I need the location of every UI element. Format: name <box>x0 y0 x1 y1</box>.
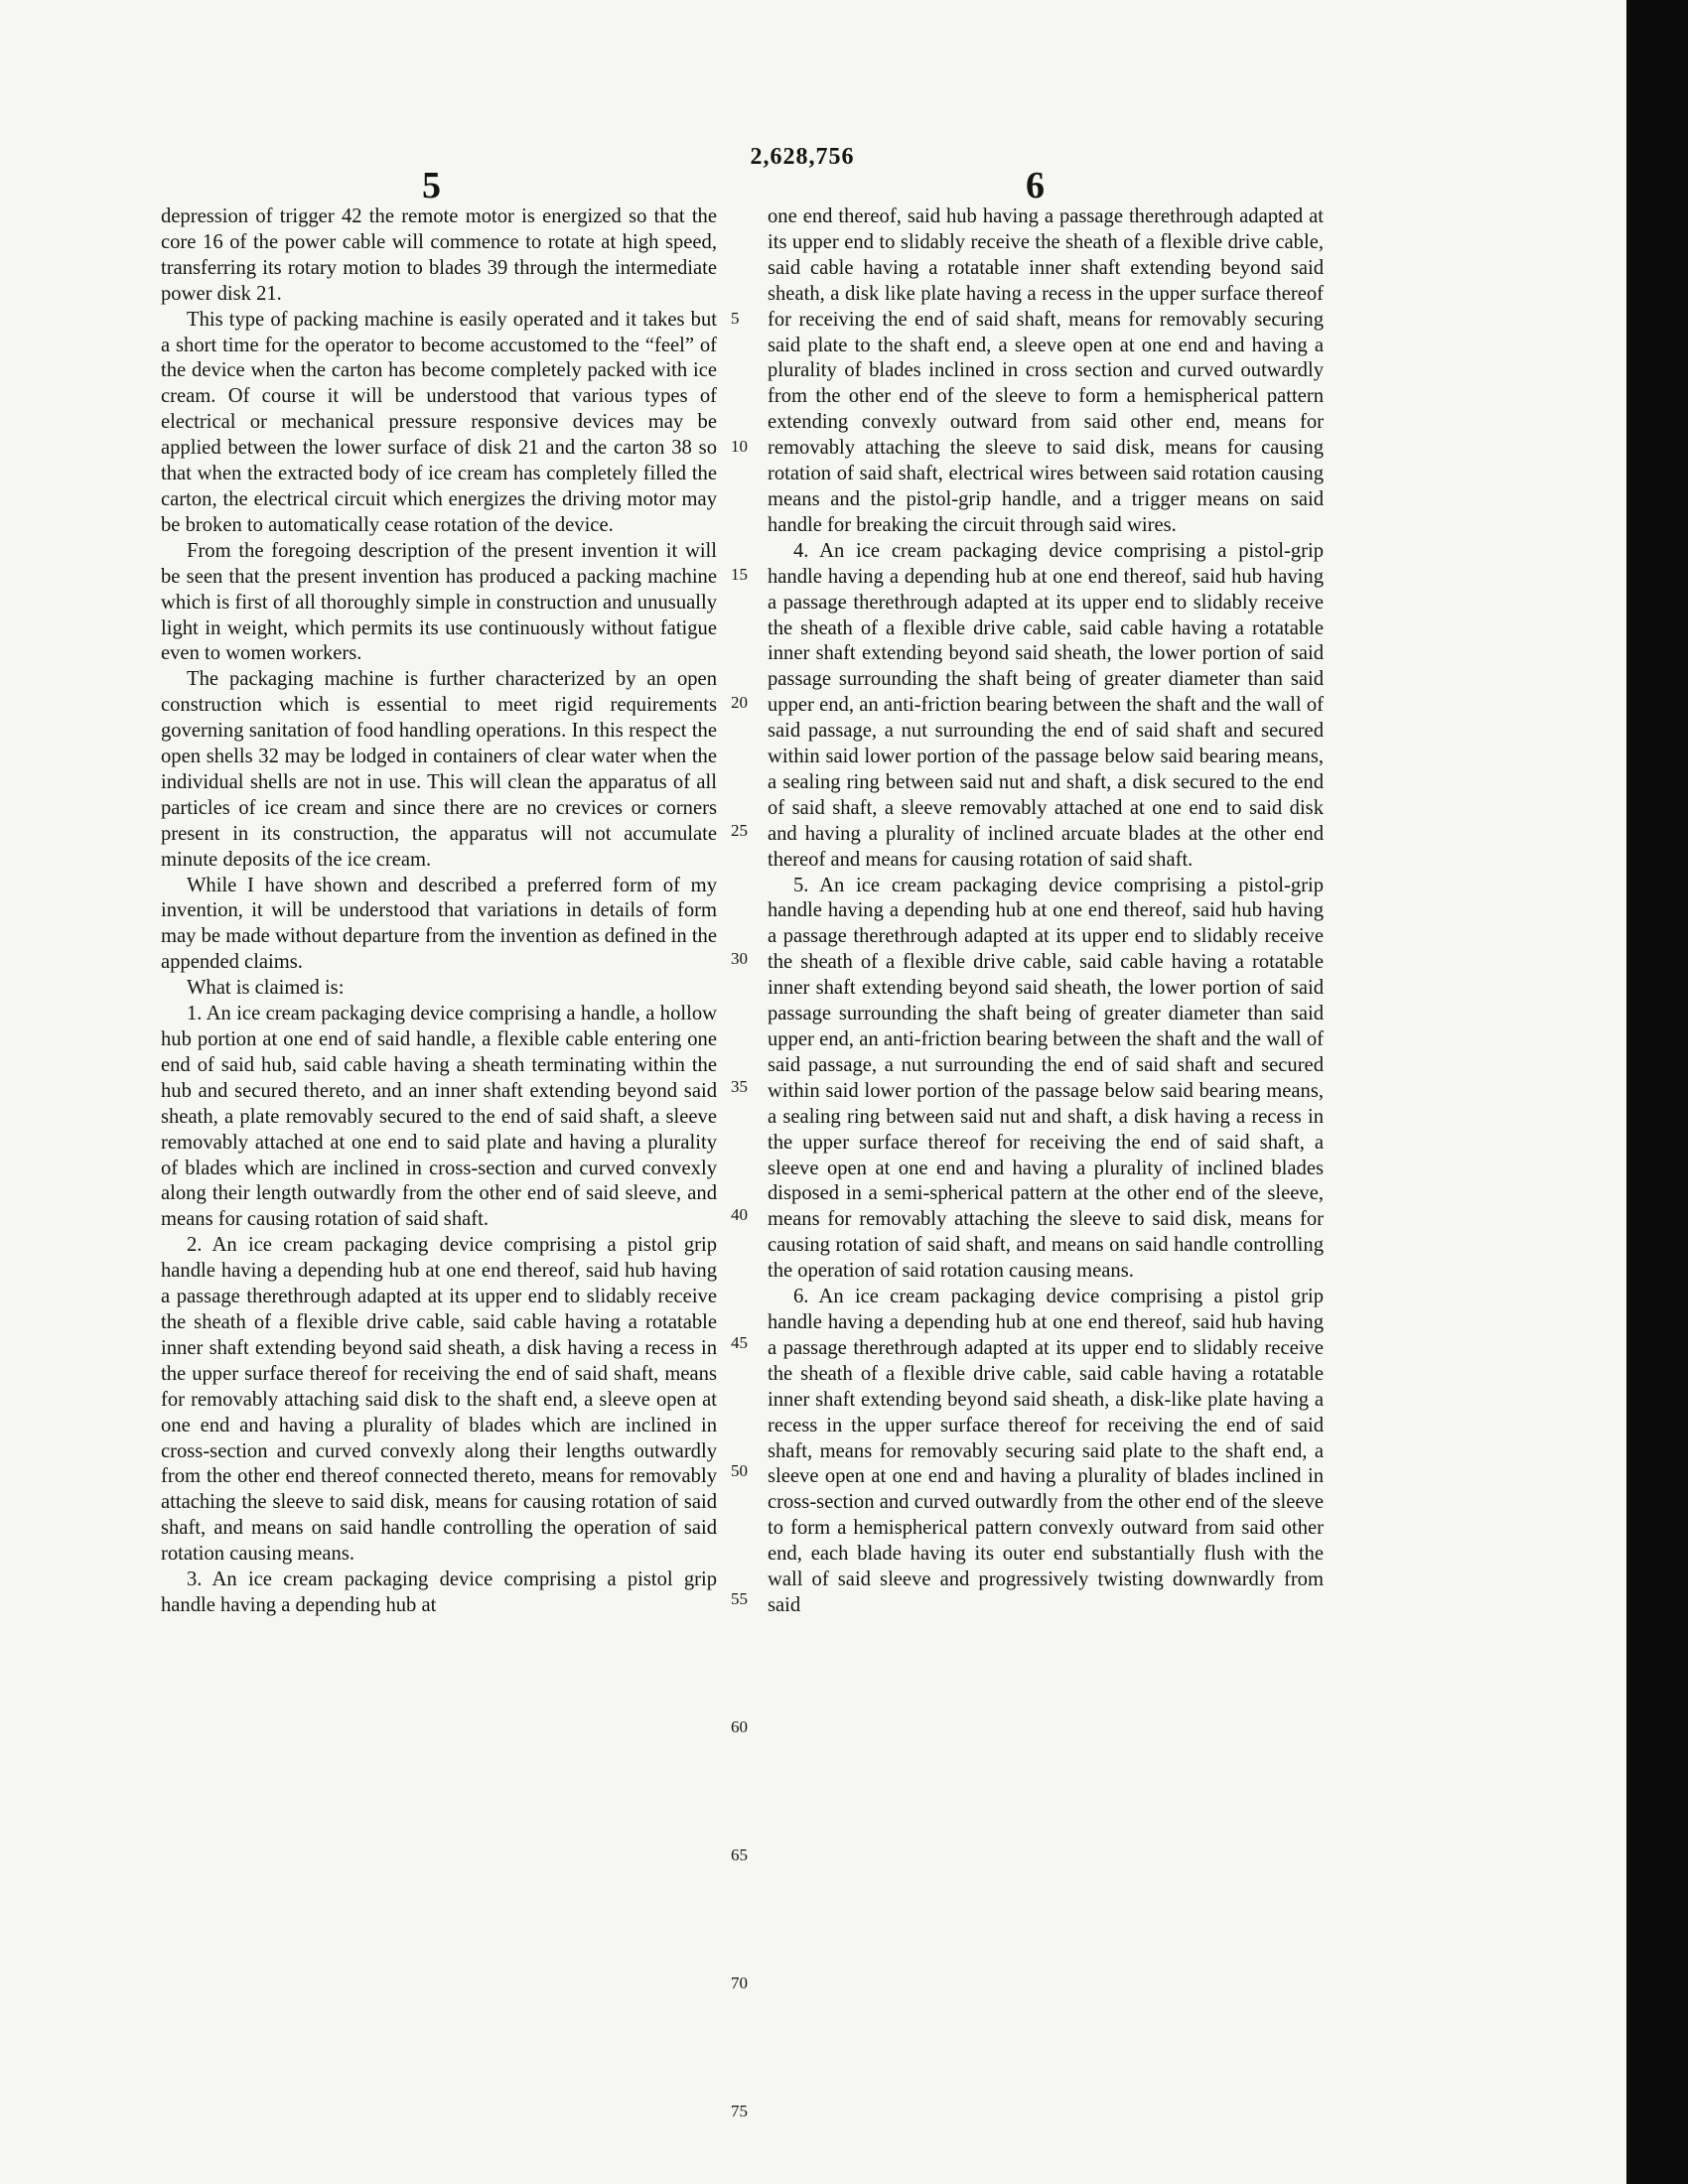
line-number-55: 55 <box>731 1589 748 1608</box>
paragraph: This type of packing machine is easily operated and it takes but a short time for the operator to become accustomed to the “feel” of the device when the carton has become completely packed with ice cream. Of course it will be understood that various types of electrical or mechanical pressure responsive devices may be applied between the lower surface of disk 21 and the carton 38 so that when the extracted body of ice cream has completely filled the carton, the electrical circuit which energizes the driving motor may be broken to automatically cease rotation of the device. <box>161 308 717 536</box>
claim-2: 2. An ice cream packaging device comprising a pistol grip handle having a depending hub at one end thereof, said hub having a passage therethrough adapted at its upper end to slidably receive the sheath of a flexible drive cable, said cable having a rotatable inner shaft extending beyond said sheath, a disk having a recess in the upper surface thereof for receiving the end of said shaft, means for removably attaching said disk to the shaft end, a sleeve open at one end and having a plurality of blades which are inclined in cross-section and curved convexly along their lengths outwardly from the other end thereof connected thereto, means for removably attaching the sleeve to said disk, means for causing rotation of said shaft, and means on said handle controlling the operation of said rotation causing means. <box>161 1234 717 1566</box>
line-number-10: 10 <box>731 437 748 456</box>
line-number-45: 45 <box>731 1333 748 1352</box>
line-number-50: 50 <box>731 1461 748 1480</box>
line-number-60: 60 <box>731 1717 748 1736</box>
claims-heading: What is claimed is: <box>187 977 345 1000</box>
right-column <box>768 205 1324 1619</box>
paragraph: While I have shown and described a preferred form of my invention, it will be understood that variations in details of form may be made without departure from the invention as defined in the appended claims. <box>161 874 717 974</box>
patent-number: 2,628,756 <box>750 144 855 170</box>
line-number-5: 5 <box>731 309 740 328</box>
claim-1: 1. An ice cream packaging device comprising a handle, a hollow hub portion at one end of said handle, a flexible cable entering one end of said hub, said cable having a sheath terminating within the hub and secured thereto, and an inner shaft extending beyond said sheath, a plate removably secured to the end of said shaft, a sleeve removably attached at one end to said plate and having a plurality of blades which are inclined in cross-section and curved convexly along their length outwardly from the other end of said sleeve, and means for causing rotation of said shaft. <box>161 1003 717 1231</box>
line-number-70: 70 <box>731 1974 748 1992</box>
claim-5: 5. An ice cream packaging device comprising a pistol-grip handle having a depending hub at one end thereof, said hub having a passage therethrough adapted at its upper end to slidably receive the sheath of a flexible drive cable, said cable having a rotatable inner shaft extending beyond said sheath, the lower portion of said passage surrounding the shaft being of greater diameter than said upper end, an anti-friction bearing between the shaft and the wall of said passage, a nut surrounding the end of said shaft and secured within said lower portion of the passage below said bearing means, a sealing ring between said nut and shaft, a disk having a recess in the upper surface thereof for receiving the end of said shaft, a sleeve open at one end and having a plurality of inclined blades disposed in a semi-spherical pattern at the other end of the sleeve, means for removably attaching the sleeve to said disk, means for causing rotation of said shaft, and means on said handle controlling the operation of said rotation causing means. <box>768 874 1324 1283</box>
line-number-65: 65 <box>731 1845 748 1864</box>
line-number-20: 20 <box>731 693 748 712</box>
line-number-25: 25 <box>731 821 748 840</box>
line-number-30: 30 <box>731 949 748 968</box>
left-column <box>161 205 717 1619</box>
paragraph: depression of trigger 42 the remote motor is energized so that the core 16 of the power cable will commence to rotate at high speed, transferring its rotary motion to blades 39 through the intermediate power disk 21. <box>161 205 717 305</box>
right-column-number: 6 <box>1026 165 1045 206</box>
paragraph: From the foregoing description of the present invention it will be seen that the present invention has produced a packing machine which is first of all thoroughly simple in construction and unusually light in weight, which permits its use continuously without fatigue even to women workers. <box>161 539 717 665</box>
scan-edge-bar <box>1626 0 1688 2184</box>
left-column-number: 5 <box>422 165 441 206</box>
claim-3-continued: one end thereof, said hub having a passage therethrough adapted at its upper end to slidably receive the sheath of a flexible drive cable, said cable having a rotatable inner shaft extending beyond said sheath, a disk like plate having a recess in the upper surface thereof for receiving the end of said shaft, means for removably securing said plate to the shaft end, a sleeve open at one end and having a plurality of blades inclined in cross section and curved outwardly from the other end of the sleeve to form a hemispherical pattern extending convexly outward from said other end, means for removably attaching the sleeve to said disk, means for causing rotation of said shaft, electrical wires between said rotation causing means and the pistol-grip handle, and a trigger means on said handle for breaking the circuit through said wires. <box>768 205 1324 536</box>
claim-6: 6. An ice cream packaging device comprising a pistol grip handle having a depending hub at one end thereof, said hub having a passage therethrough adapted at its upper end to slidably receive the sheath of a flexible drive cable, said cable having a rotatable inner shaft extending beyond said sheath, a disk-like plate having a recess in the upper surface thereof for receiving the end of said shaft, means for removably securing said plate to the shaft end, a sleeve open at one end and having a plurality of blades inclined in cross-section and curved outwardly from the other end of the sleeve to form a hemispherical pattern convexly outward from said other end, each blade having its outer end substantially flush with the wall of said sleeve and progressively twisting downwardly from said <box>768 1286 1324 1616</box>
line-number-40: 40 <box>731 1205 748 1224</box>
paragraph: The packaging machine is further characterized by an open construction which is essential to meet rigid requirements governing sanitation of food handling operations. In this respect the open shells 32 may be lodged in containers of clear water when the individual shells are not in use. This will clean the apparatus of all particles of ice cream and since there are no crevices or corners present in its construction, the apparatus will not accumulate minute deposits of the ice cream. <box>161 668 717 871</box>
claim-3-start: 3. An ice cream packaging device comprising a pistol grip handle having a depending hub at <box>161 1569 717 1616</box>
line-number-15: 15 <box>731 565 748 584</box>
claim-4: 4. An ice cream packaging device comprising a pistol-grip handle having a depending hub at one end thereof, said hub having a passage therethrough adapted at its upper end to slidably receive the sheath of a flexible drive cable, said cable having a rotatable inner shaft extending beyond said sheath, the lower portion of said passage surrounding the shaft being of greater diameter than said upper end, an anti-friction bearing between the shaft and the wall of said passage, a nut surrounding the end of said shaft and secured within said lower portion of the passage below said bearing means, a sealing ring between said nut and shaft, a disk secured to the end of said shaft, a sleeve removably attached at one end to said disk and having a plurality of inclined arcuate blades at the other end thereof and means for causing rotation of said shaft. <box>768 539 1324 871</box>
line-number-35: 35 <box>731 1077 748 1096</box>
line-number-75: 75 <box>731 2102 748 2120</box>
